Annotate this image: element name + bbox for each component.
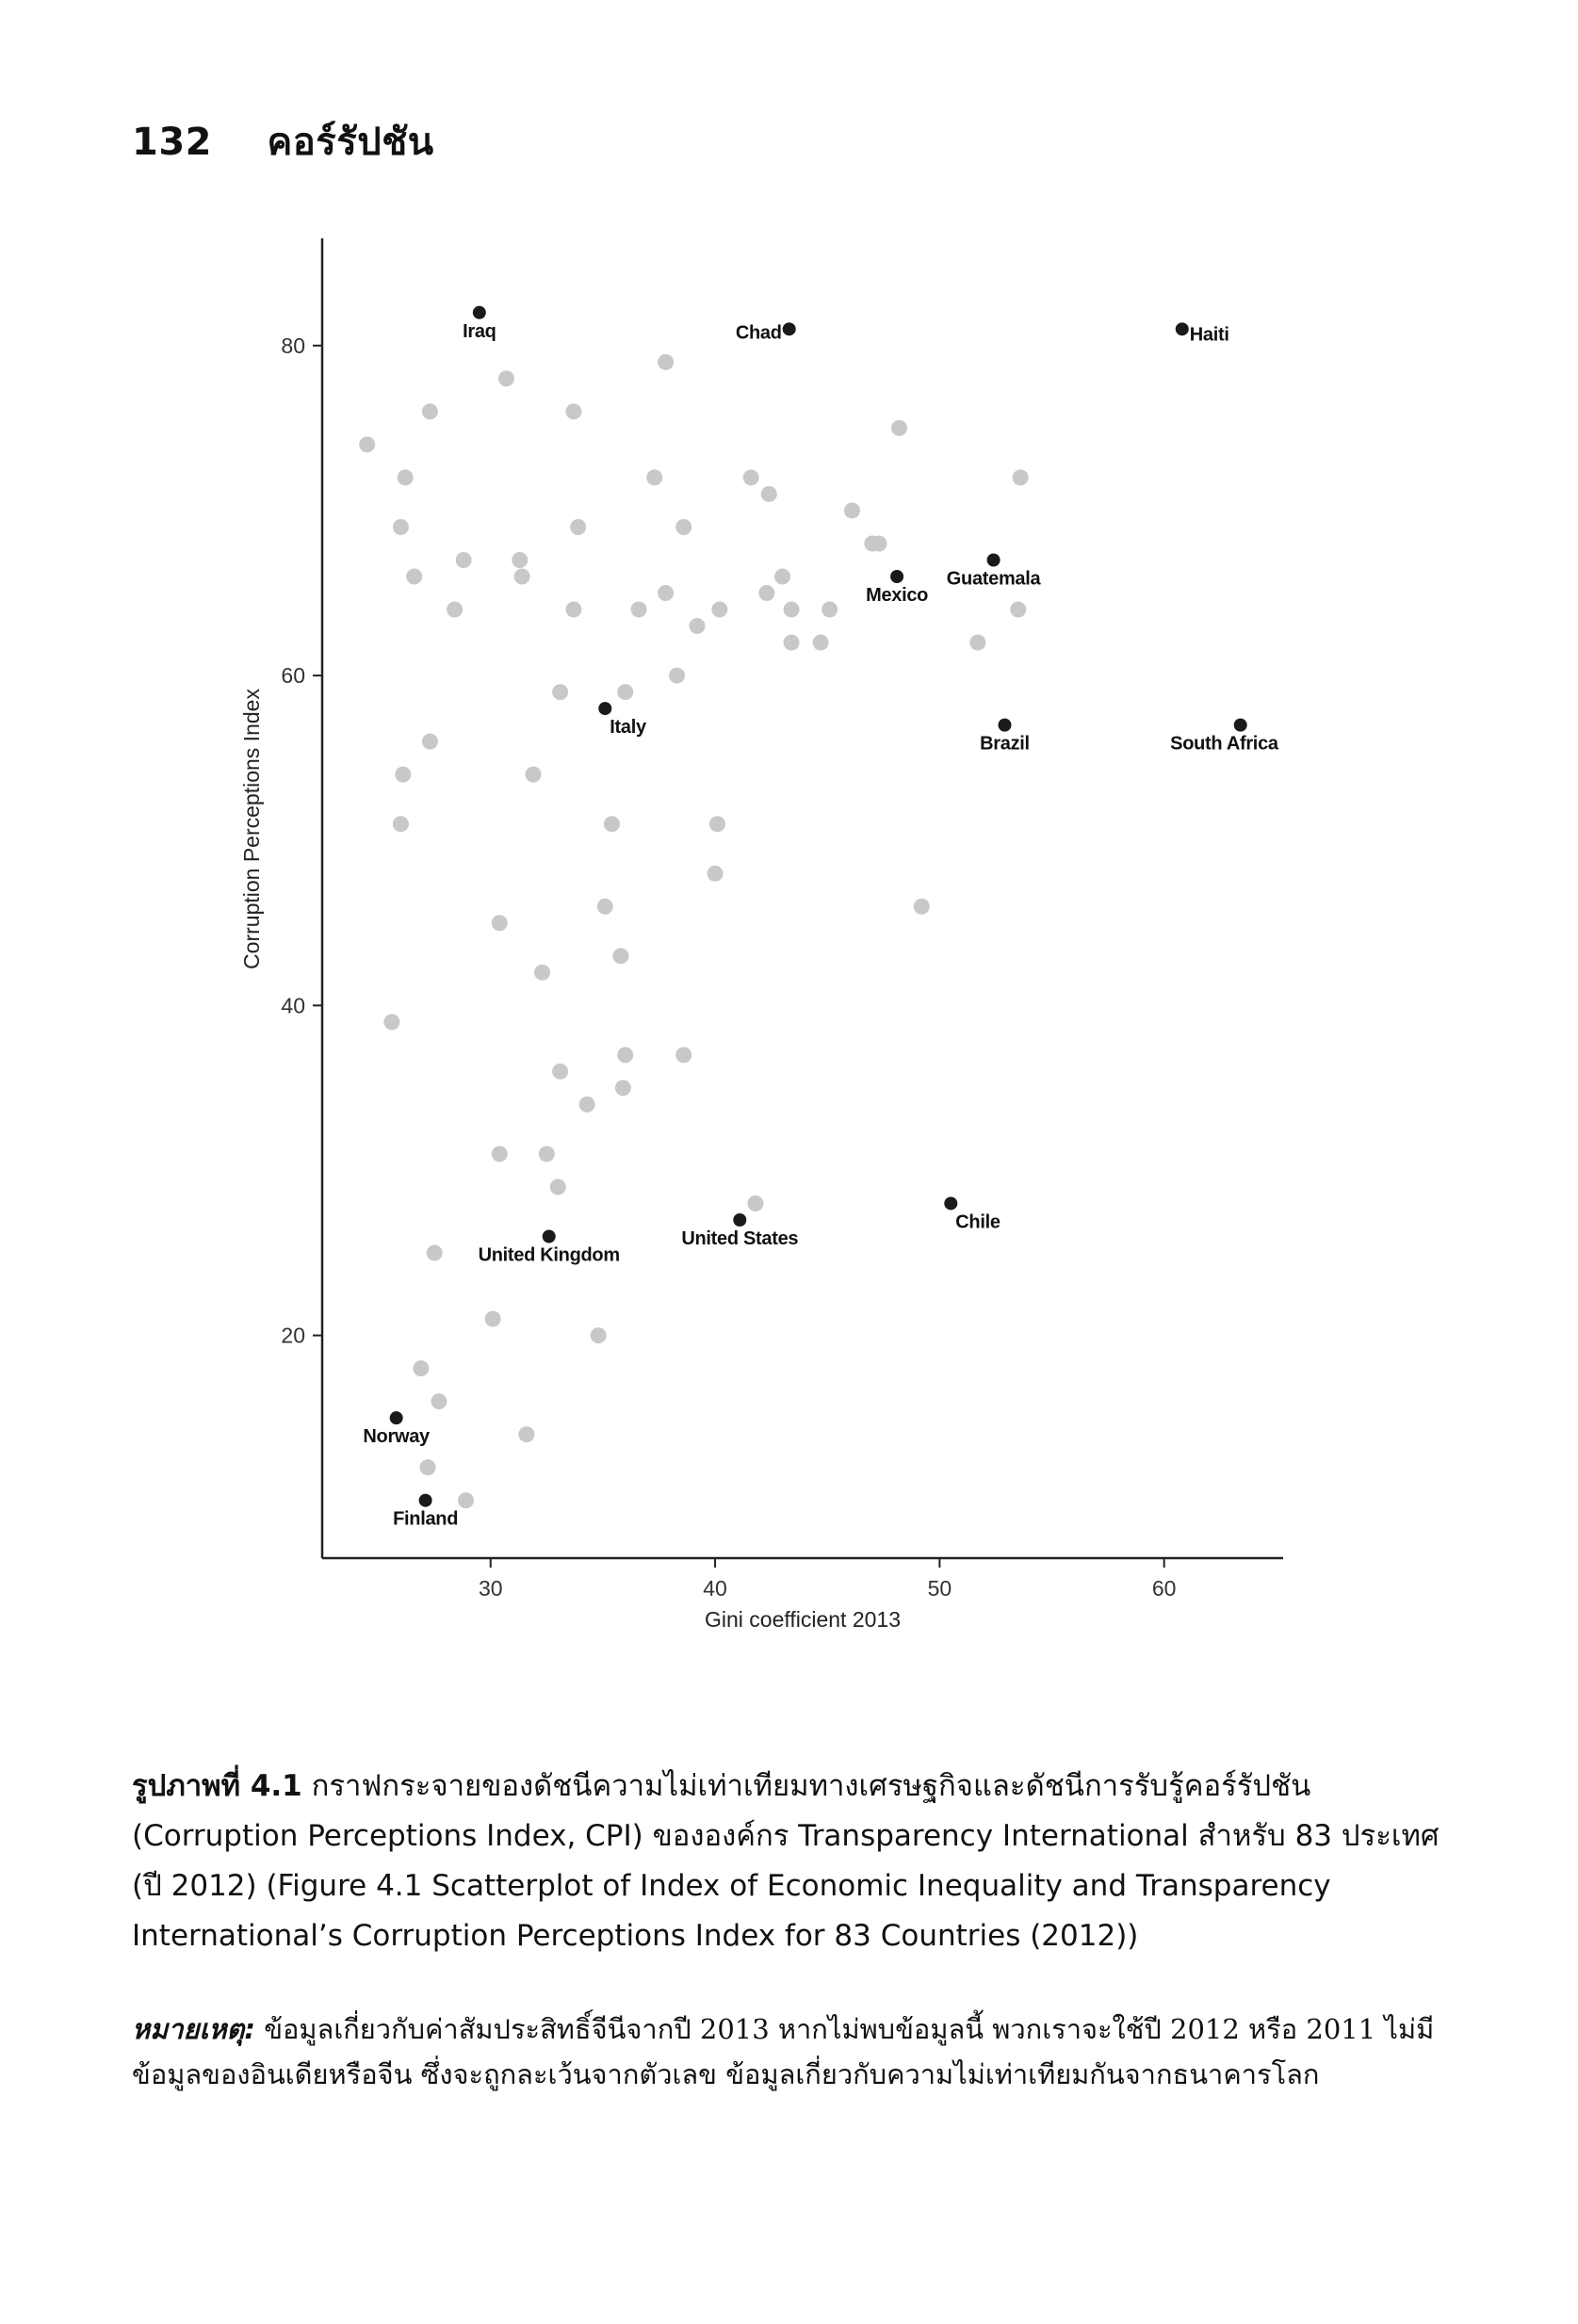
data-point — [891, 420, 907, 436]
data-point — [669, 668, 685, 684]
data-point — [534, 965, 550, 981]
data-point — [422, 403, 438, 419]
data-point — [552, 1064, 568, 1080]
data-point — [591, 1327, 607, 1343]
labeled-data-point — [390, 1411, 403, 1424]
data-point — [711, 602, 727, 618]
point-label: Italy — [610, 717, 646, 739]
data-point — [871, 535, 887, 551]
data-point — [969, 635, 985, 651]
y-tick-label: 20 — [281, 1323, 305, 1348]
point-label: Haiti — [1189, 324, 1229, 346]
data-point — [1010, 602, 1026, 618]
note-label: หมายเหตุ: — [132, 2013, 255, 2045]
labeled-data-point — [987, 553, 1000, 566]
figure-note — [132, 2007, 1446, 2097]
labeled-data-point — [543, 1230, 556, 1243]
data-point — [406, 569, 422, 585]
data-point — [393, 816, 409, 832]
y-tick-label: 40 — [281, 993, 305, 1018]
data-point — [604, 816, 620, 832]
data-point — [570, 519, 586, 535]
labeled-data-point — [1234, 719, 1247, 732]
data-point — [844, 502, 860, 518]
data-point — [658, 354, 674, 370]
point-label: United States — [681, 1227, 799, 1249]
x-tick-label: 60 — [1151, 1576, 1177, 1601]
point-label: Mexico — [866, 585, 929, 607]
point-label: Finland — [393, 1508, 459, 1530]
x-tick-label: 40 — [703, 1576, 727, 1601]
point-label: Chile — [955, 1211, 1000, 1233]
data-point — [784, 635, 800, 651]
data-point — [689, 618, 705, 634]
data-point — [431, 1393, 447, 1409]
data-point — [709, 816, 725, 832]
data-point — [447, 602, 463, 618]
data-point — [398, 469, 414, 485]
data-point — [492, 1146, 508, 1162]
y-axis-title: Corruption Perceptions Index — [239, 689, 264, 969]
labeled-data-point — [783, 322, 796, 335]
figure-caption — [132, 1762, 1446, 1961]
data-point — [758, 585, 774, 601]
data-point — [422, 734, 438, 750]
labeled-data-point — [419, 1494, 432, 1507]
data-point — [774, 569, 790, 585]
data-point — [914, 899, 930, 915]
data-point — [526, 767, 542, 783]
data-points — [359, 306, 1247, 1508]
data-point — [579, 1097, 595, 1113]
data-point — [393, 519, 409, 535]
data-point — [518, 1426, 534, 1442]
y-tick-label: 80 — [281, 333, 305, 358]
data-point — [658, 585, 674, 601]
point-label: Iraq — [463, 320, 496, 342]
data-point — [413, 1360, 429, 1376]
data-point — [550, 1178, 566, 1195]
data-point — [646, 469, 662, 485]
data-point — [675, 519, 691, 535]
y-tick-label: 60 — [281, 663, 305, 689]
axis-ticks — [281, 333, 1176, 1601]
data-point — [514, 569, 530, 585]
data-point — [617, 1047, 633, 1063]
data-point — [539, 1146, 555, 1162]
data-point — [617, 684, 633, 700]
data-point — [395, 767, 411, 783]
data-point — [383, 1014, 399, 1030]
point-label: Chad — [735, 322, 782, 344]
labeled-data-point — [733, 1213, 746, 1227]
data-point — [458, 1492, 474, 1508]
page-number: 132 — [132, 121, 212, 164]
data-point — [784, 602, 800, 618]
data-point — [761, 486, 777, 502]
note-text: ข้อมูลเกี่ยวกับค่าสัมประสิทธิ์จีนีจากปี 2013 หากไม่พบข้อมูลนี้ พวกเราจะใช้ปี 2012 หรือ 2011 ไม่มีข้อมูลของอินเดียหรือจีน ซึ่งจะถูกละเว้นจากตัวเลข ข้อมูลเกี่ยวกับความไม่เท่าเทียมกันจากธนาคารโลก — [132, 2013, 1435, 2090]
x-axis-title: Gini coefficient 2013 — [705, 1607, 901, 1632]
data-point — [743, 469, 759, 485]
data-point — [512, 552, 528, 568]
caption-text: กราฟกระจายของดัชนีความไม่เท่าเทียมทางเศรษฐกิจและดัชนีการรับรู้คอร์รัปชัน (Corruption Perceptions Index, CPI) ขององค์กร Transparency International สำหรับ 83 ประเทศ (ปี 2012) (Figure 4.1 Scatterplot of Index of Economic Inequality and Transparency International’s Corruption Perceptions Index for 83 Countries (2012)) — [132, 1769, 1440, 1953]
data-point — [813, 635, 829, 651]
data-point — [631, 602, 647, 618]
point-label: Brazil — [980, 733, 1030, 755]
data-point — [427, 1245, 443, 1261]
labeled-data-point — [944, 1196, 957, 1210]
data-point — [492, 915, 508, 931]
data-point — [612, 948, 628, 964]
running-title: คอร์รัปชัน — [267, 121, 434, 164]
data-point — [747, 1195, 763, 1211]
labeled-data-point — [598, 702, 611, 715]
data-point — [456, 552, 472, 568]
data-point — [822, 602, 838, 618]
labeled-data-point — [473, 306, 486, 319]
data-point — [420, 1459, 436, 1475]
labeled-data-point — [890, 570, 903, 583]
data-point — [565, 602, 581, 618]
x-tick-label: 30 — [478, 1576, 503, 1601]
data-point — [615, 1080, 631, 1096]
labeled-data-point — [998, 719, 1011, 732]
data-point — [498, 370, 514, 386]
x-tick-label: 50 — [927, 1576, 952, 1601]
data-point — [675, 1047, 691, 1063]
data-point — [1013, 469, 1029, 485]
data-point — [485, 1311, 501, 1327]
data-point — [552, 684, 568, 700]
point-label: Guatemala — [946, 568, 1041, 590]
caption-label: รูปภาพที่ 4.1 — [132, 1769, 302, 1803]
data-point — [359, 436, 375, 452]
data-point — [708, 866, 724, 882]
point-label: Norway — [363, 1426, 430, 1448]
point-label: United Kingdom — [478, 1244, 620, 1266]
data-point — [565, 403, 581, 419]
labeled-data-point — [1176, 322, 1189, 335]
point-label: South Africa — [1170, 733, 1278, 755]
data-point — [597, 899, 613, 915]
